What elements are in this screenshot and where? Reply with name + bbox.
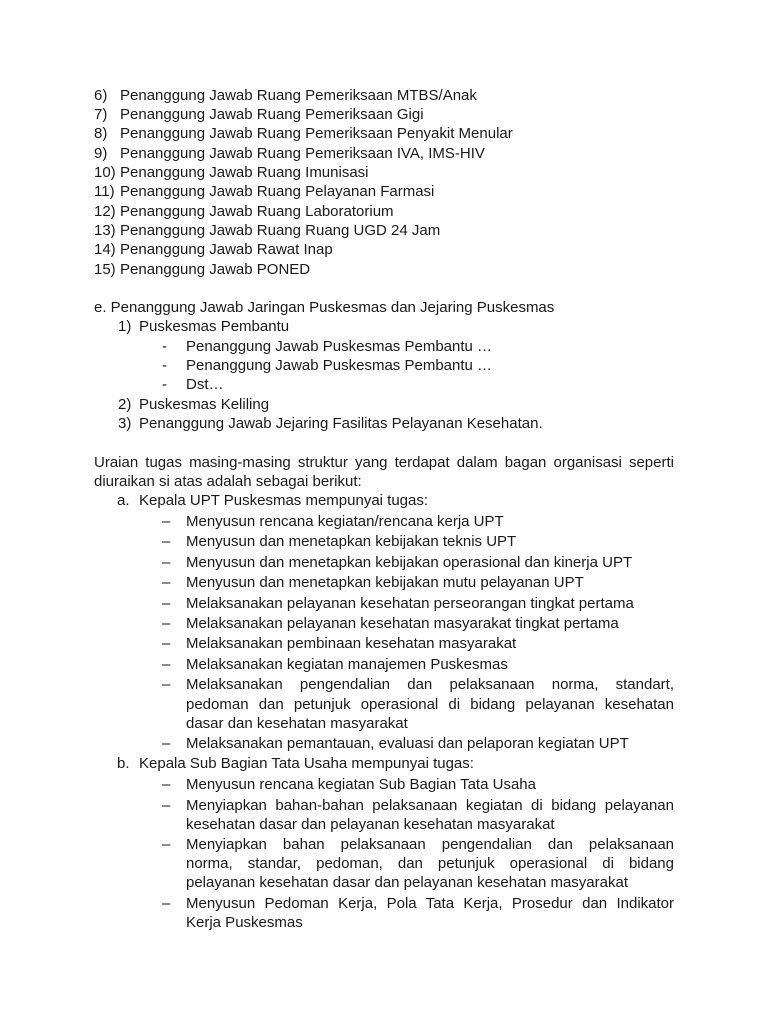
- bullet-dash: -: [162, 338, 167, 355]
- sub-item-text: Penanggung Jawab Puskesmas Pembantu …: [186, 338, 493, 355]
- task-item: Menyusun dan menetapkan kebijakan teknis UPT: [186, 533, 517, 550]
- task-item-continuation: pelayanan kesehatan dasar dan pelayanan kesehatan masyarakat: [186, 874, 628, 891]
- bullet-dash: –: [162, 656, 171, 673]
- bullet-dash: –: [162, 895, 171, 912]
- bullet-dash: –: [162, 533, 171, 550]
- task-item: Menyusun rencana kegiatan Sub Bagian Tata Usaha: [186, 776, 536, 793]
- task-item: Melaksanakan kegiatan manajemen Puskesmas: [186, 656, 508, 673]
- item-letter: b.: [117, 755, 130, 772]
- task-item-continuation: Kerja Puskesmas: [186, 914, 303, 931]
- task-item: Menyiapkan bahan pelaksanaan pengendalian dan pelaksanaan: [186, 836, 674, 853]
- intro-paragraph-line: diuraikan si atas adalah sebagai berikut:: [94, 473, 362, 490]
- list-item-number: 10): [94, 164, 116, 181]
- task-item: Menyusun Pedoman Kerja, Pola Tata Kerja, Prosedur dan Indikator: [186, 895, 674, 912]
- list-item-number: 11): [94, 183, 115, 200]
- list-item-text: Penanggung Jawab Ruang Ruang UGD 24 Jam: [120, 222, 441, 239]
- section-e-item-number: 1): [118, 318, 132, 335]
- list-item-text: Penanggung Jawab Ruang Pemeriksaan Gigi: [120, 106, 424, 123]
- list-item-number: 15): [94, 261, 116, 278]
- intro-paragraph-line: Uraian tugas masing-masing struktur yang terdapat dalam bagan organisasi seperti: [94, 454, 674, 471]
- task-item: Melaksanakan pembinaan kesehatan masyarakat: [186, 635, 517, 652]
- list-item-number: 6): [94, 87, 108, 104]
- task-item: Melaksanakan pelayanan kesehatan masyarakat tingkat pertama: [186, 615, 619, 632]
- section-e-item-number: 3): [118, 415, 132, 432]
- list-item-number: 13): [94, 222, 116, 239]
- list-item-text: Penanggung Jawab Ruang Laboratorium: [120, 203, 394, 220]
- task-item-continuation: norma, standar, pedoman, dan petunjuk operasional di bidang: [186, 855, 674, 872]
- bullet-dash: –: [162, 735, 171, 752]
- list-item-text: Penanggung Jawab Ruang Pemeriksaan IVA, IMS-HIV: [120, 145, 485, 162]
- list-item-text: Penanggung Jawab Ruang Pelayanan Farmasi: [120, 183, 435, 200]
- bullet-dash: -: [162, 357, 167, 374]
- bullet-dash: –: [162, 635, 171, 652]
- list-item-text: Penanggung Jawab Ruang Pemeriksaan MTBS/Anak: [120, 87, 477, 104]
- list-item-text: Penanggung Jawab PONED: [120, 261, 311, 278]
- list-item-text: Penanggung Jawab Ruang Pemeriksaan Penyakit Menular: [120, 125, 513, 142]
- bullet-dash: –: [162, 595, 171, 612]
- bullet-dash: –: [162, 776, 171, 793]
- bullet-dash: -: [162, 376, 167, 393]
- list-item-number: 9): [94, 145, 108, 162]
- bullet-dash: –: [162, 615, 171, 632]
- item-letter: a.: [117, 492, 130, 509]
- section-e-item-text: Penanggung Jawab Jejaring Fasilitas Pelayanan Kesehatan.: [139, 415, 543, 432]
- bullet-dash: –: [162, 676, 171, 693]
- task-item-continuation: kesehatan dasar dan pelayanan kesehatan masyarakat: [186, 816, 555, 833]
- section-e-heading: e. Penanggung Jawab Jaringan Puskesmas dan Jejaring Puskesmas: [94, 299, 555, 316]
- task-item: Melaksanakan pengendalian dan pelaksanaan norma, standart,: [186, 676, 674, 693]
- task-item-continuation: pedoman dan petunjuk operasional di bidang pelayanan kesehatan: [186, 696, 674, 713]
- task-item: Menyusun dan menetapkan kebijakan mutu pelayanan UPT: [186, 574, 584, 591]
- sub-item-text: Penanggung Jawab Puskesmas Pembantu …: [186, 357, 493, 374]
- section-e-item-text: Puskesmas Pembantu: [139, 318, 290, 335]
- list-item-number: 14): [94, 241, 116, 258]
- item-b-heading: Kepala Sub Bagian Tata Usaha mempunyai tugas:: [139, 755, 474, 772]
- list-item-text: Penanggung Jawab Ruang Imunisasi: [120, 164, 369, 181]
- section-e-item-text: Puskesmas Keliling: [139, 396, 270, 413]
- bullet-dash: –: [162, 797, 171, 814]
- list-item-number: 7): [94, 106, 108, 123]
- bullet-dash: –: [162, 554, 171, 571]
- bullet-dash: –: [162, 836, 171, 853]
- task-item: Menyusun rencana kegiatan/rencana kerja UPT: [186, 513, 504, 530]
- task-item: Menyusun dan menetapkan kebijakan operasional dan kinerja UPT: [186, 554, 633, 571]
- item-a-heading: Kepala UPT Puskesmas mempunyai tugas:: [139, 492, 429, 509]
- list-item-number: 12): [94, 203, 116, 220]
- task-item: Melaksanakan pemantauan, evaluasi dan pelaporan kegiatan UPT: [186, 735, 629, 752]
- section-e-item-number: 2): [118, 396, 132, 413]
- sub-item-text: Dst…: [186, 376, 224, 393]
- task-item-continuation: dasar dan kesehatan masyarakat: [186, 715, 408, 732]
- list-item-number: 8): [94, 125, 108, 142]
- task-item: Menyiapkan bahan-bahan pelaksanaan kegiatan di bidang pelayanan: [186, 797, 674, 814]
- bullet-dash: –: [162, 574, 171, 591]
- task-item: Melaksanakan pelayanan kesehatan perseorangan tingkat pertama: [186, 595, 634, 612]
- bullet-dash: –: [162, 513, 171, 530]
- list-item-text: Penanggung Jawab Rawat Inap: [120, 241, 333, 258]
